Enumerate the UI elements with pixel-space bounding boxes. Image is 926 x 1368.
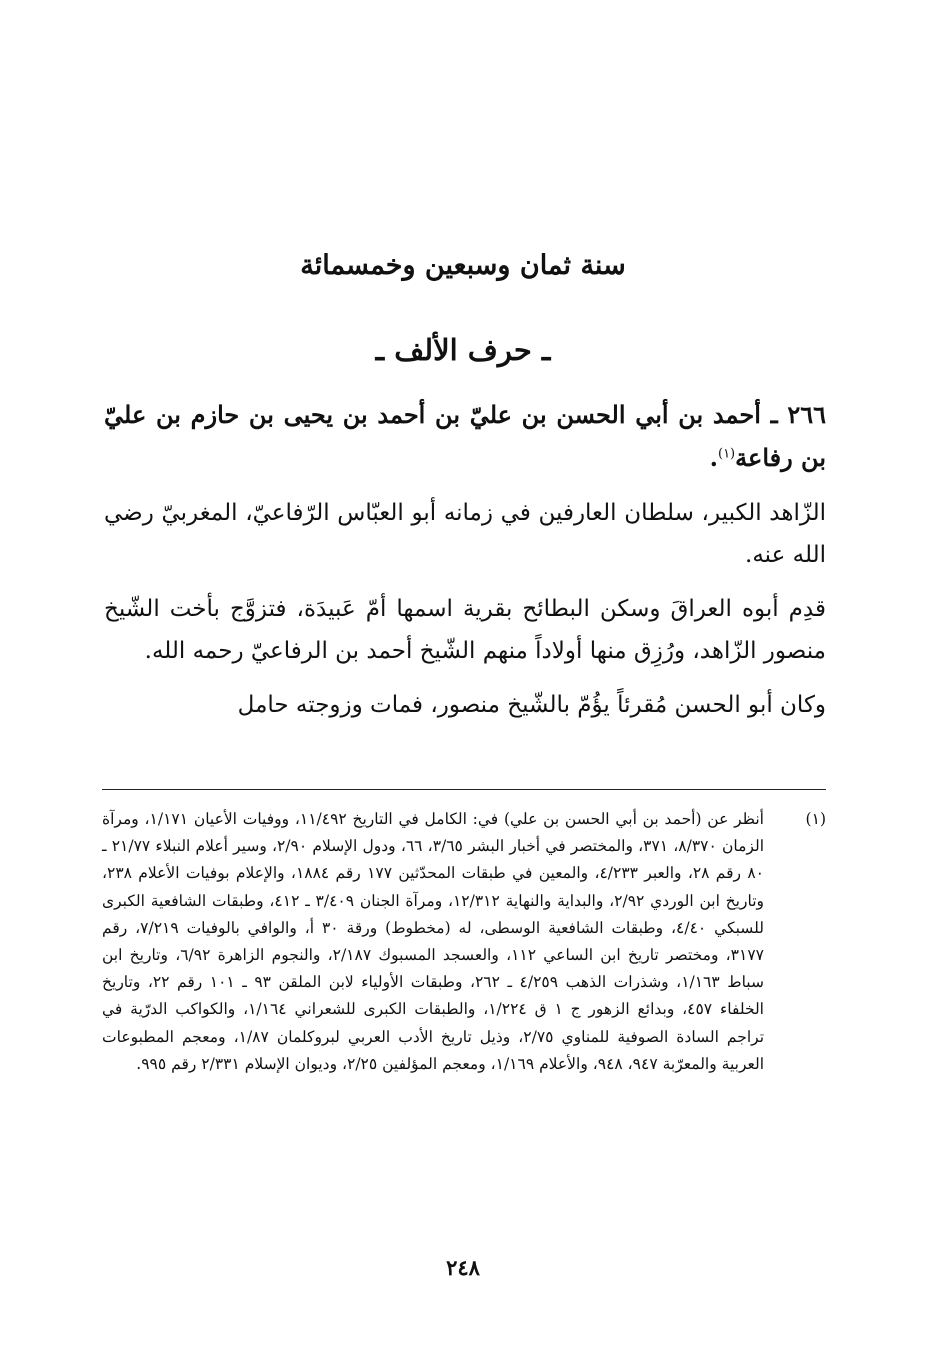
year-title: سنة ثمان وسبعين وخمسمائة (300, 250, 626, 281)
footnote-separator (102, 789, 826, 790)
entry-name: ٢٦٦ ـ أحمد بن أبي الحسن بن عليّ بن أحمد بن يحيى بن حازم بن عليّ بن رفاعة (104, 400, 826, 472)
footnote-reference: (١) (717, 446, 736, 462)
footnote-number: (١) (805, 810, 826, 828)
paragraph-3: وكان أبو الحسن مُقرئاً يؤُمّ بالشّيخ منصور، فمات وزوجته حامل (237, 692, 826, 718)
page-number: ٢٤٨ (446, 1255, 480, 1280)
footnote (102, 806, 826, 1078)
entry-name-end: . (709, 443, 718, 472)
paragraph-1: الزّاهد الكبير، سلطان العارفين في زمانه أبو العبّاس الرّفاعيّ، المغربيّ رضي الله عنه. (104, 500, 826, 568)
main-text (104, 394, 826, 738)
paragraph-2: قدِم أبوه العراقَ وسكن البطائح بقرية اسمها أمّ عَبيدَة، فتزوَّج بأخت الشّيخ منصور الزّاهد، ورُزِق منها أولاداً منهم الشّيخ أحمد بن الرفاعيّ رحمه الله. (104, 596, 826, 664)
section-title: ـ حرف الألف ـ (375, 333, 551, 367)
footnote-text: أنظر عن (أحمد بن أبي الحسن بن علي) في: الكامل في التاريخ ١١/٤٩٢، ووفيات الأعيان ١/١٧١، ومرآة الزمان ٨/٣٧٠، ٣٧١، والمختصر في أخبار البشر ٣/٦٥، ٦٦، ودول الإسلام ٢/٩٠، وسير أعلام النبلاء ٢١/٧٧ ـ ٨٠ رقم ٢٨، والعبر ٤/٢٣٣، والمعين في طبقات المحدّثين ١٧٧ رقم ١٨٨٤، والإعلام بوفيات الأعلام ٢٣٨، وتاريخ ابن الوردي ٢/٩٢، والبداية والنهاية ١٢/٣١٢، ومرآة الجنان ٣/٤٠٩ ـ ٤١٢، وطبقات الشافعية الكبرى للسبكي ٤/٤٠، وطبقات الشافعية الوسطى، له (مخطوط) ورقة ٣٠ أ، والوافي بالوفيات ٧/٢١٩، رقم ٣١٧٧، ومختصر تاريخ ابن الساعي ١١٢، والعسجد المسبوك ٢/١٨٧، والنجوم الزاهرة ٦/٩٢، وتاريخ ابن سباط ١/١٦٣، وشذرات الذهب ٤/٢٥٩ ـ ٢٦٢، وطبقات الأولياء لابن الملقن ٩٣ ـ ١٠١ رقم ٢٢، وتاريخ الخلفاء ٤٥٧، وبدائع الزهور ج ١ ق ١/٢٢٤، والطبقات الكبرى للشعراني ١/١٦٤، والكواكب الدرّية في تراجم السادة الصوفية للمناوي ٢/٧٥، وذيل تاريخ الأدب العربي لبروكلمان ١/٨٧، ومعجم المطبوعات العربية والمعرّبة ٩٤٧، ٩٤٨، والأعلام ١/١٦٩، ومعجم المؤلفين ٢/٢٥، وديوان الإسلام ٢/٣٣١ رقم ٩٩٥. (102, 810, 765, 1073)
entry-heading (104, 394, 826, 480)
